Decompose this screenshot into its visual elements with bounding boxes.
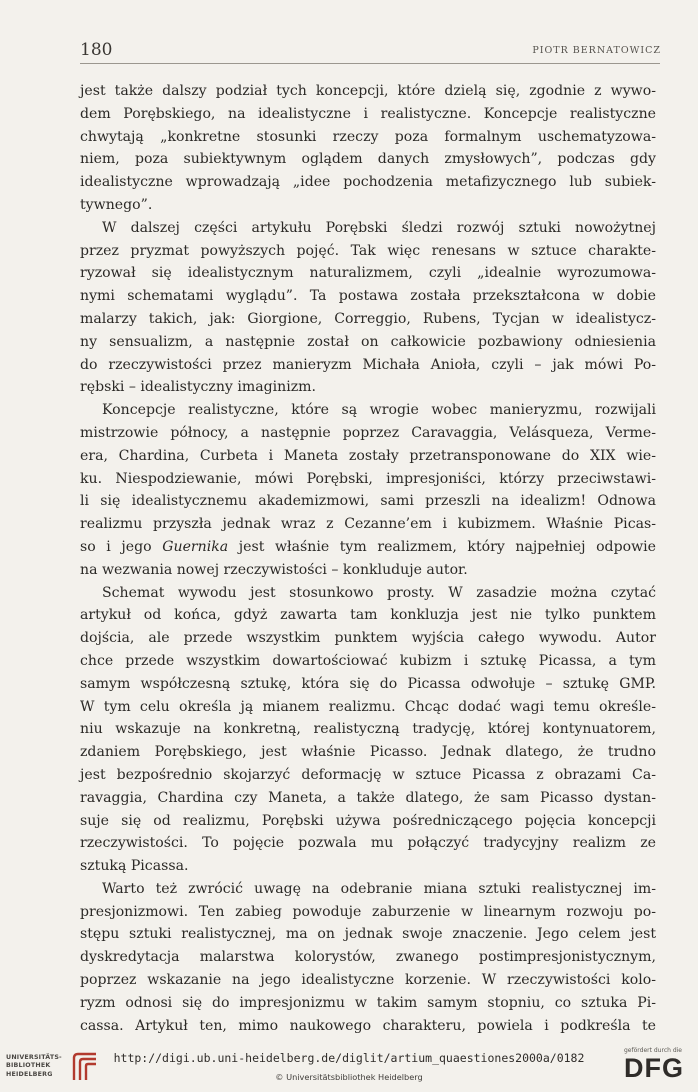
text-line: chce przede wszystkim dowartościować kubizm i sztukę Picassa, a tym [80, 652, 656, 669]
body-text [80, 80, 656, 1037]
text-line: ryzował się idealistycznym naturalizmem, czyli „idealnie wyrozumowa- [80, 265, 656, 282]
text-line: do rzeczywistości przez manieryzm Michała Anioła, czyli – jak mówi Po- [80, 356, 656, 373]
footer [0, 1041, 698, 1092]
text-line: Schemat wywodu jest stosunkowo prosty. W zasadzie można czytać [102, 584, 656, 601]
text-line: dojścia, ale przede wszystkim punktem wyjścia całego wywodu. Autor [80, 630, 656, 647]
text-line: dem Porębskiego, na idealistyczne i realistyczne. Koncepcje realistyczne [80, 105, 656, 122]
text-line: ku. Niespodziewanie, mówi Porębski, impresjoniści, którzy przeciwstawi- [80, 470, 656, 487]
text-line: dyskredytacja malarstwa kolorystów, zwanego postimpresjonistycznym, [80, 949, 656, 966]
text-line: ryzm odnosi się do impresjonizmu w takim samym stopniu, co sztuka Pi- [80, 994, 656, 1011]
dfg-logo: DFG [624, 1053, 684, 1083]
text-line: li się idealistycznemu akademizmowi, sami przeszli na idealizm! Odnowa [80, 493, 656, 510]
text-line: suje się od realizmu, Porębski używa pośredniczącego pojęcia koncepcji [80, 812, 656, 829]
text-line: przez pryzmat powyższych pojęć. Tak więc renesans w sztuce charakte- [80, 242, 656, 259]
text-line: idealistyczne wprowadzają „idee pochodzenia metafizycznego lub subiek- [80, 174, 656, 191]
text-line: Warto też zwrócić uwagę na odebranie miana sztuki realistycznej im- [102, 880, 656, 897]
text-line: Koncepcje realistyczne, które są wrogie wobec manieryzmu, rozwijali [102, 402, 656, 419]
source-url-link[interactable]: http://digi.ub.uni-heidelberg.de/diglit/artium_quaestiones2000a/0182 [113, 1051, 585, 1065]
text-run: jest właśnie tym realizmem, który najpełniej odpowie [228, 538, 656, 555]
text-line: cassa. Artykuł ten, mimo naukowego charakteru, powiela i podkreśla te [80, 1017, 656, 1034]
text-line: samym współczesną sztukę, która się do Picassa odwołuje – sztukę GMP. [80, 675, 656, 692]
text-line: na wezwania nowej rzeczywistości – konkluduje autor. [80, 561, 468, 578]
text-line: era, Chardina, Curbeta i Maneta zostały przetransponowane do XIX wie- [80, 447, 656, 464]
library-name-line: UNIVERSITÄTS- [6, 1054, 62, 1061]
text-line: niu wskazuje na konkretną, realistyczną tradycję, której kontynuatorem, [80, 721, 656, 738]
text-line: jest także dalszy podział tych koncepcji, które dzielą się, zgodnie z wywo- [80, 83, 656, 99]
text-line: rzeczywistości. To pojęcie pozwala mu połączyć tradycyjny realizm ze [80, 835, 656, 852]
library-name-line: HEIDELBERG [6, 1070, 53, 1078]
funding-label: gefördert durch die [624, 1047, 682, 1054]
library-name-line: BIBLIOTHEK [6, 1062, 51, 1070]
text-line: realizmu przyszła jednak wraz z Cezanne’em i kubizmem. Właśnie Picas- [80, 516, 656, 533]
text-line: malarzy takich, jak: Giorgione, Correggio, Rubens, Tycjan w idealistycz- [80, 310, 656, 327]
text-run: so i jego [80, 538, 163, 555]
text-line: W tym celu określa ją mianem realizmu. Chcąc dodać wagi temu określe- [80, 698, 656, 715]
text-line: jest bezpośrednio skojarzyć deformację w sztuce Picassa z obrazami Ca- [80, 766, 656, 783]
text-line: chwytają „konkretne stosunki rzeczy poza formalnym uschematyzowa- [80, 128, 656, 145]
copyright-notice: © Universitätsbibliothek Heidelberg [275, 1072, 423, 1082]
text-line: ny sensualizm, a następnie został on całkowicie pozbawiony odniesienia [80, 333, 656, 350]
text-line: sztuką Picassa. [80, 858, 189, 875]
text-line: presjonizmowi. Ten zabieg powoduje zaburzenie w linearnym rozwoju po- [80, 903, 656, 920]
text-line: niem, poza subiektywnym oglądem danych zmysłowych”, podczas gdy [80, 151, 656, 168]
text-line: W dalszej części artykułu Porębski śledzi rozwój sztuki nowożytnej [102, 219, 656, 236]
text-line: tywnego”. [80, 196, 153, 213]
text-line: ravaggia, Chardina czy Maneta, a także dlatego, że sam Picasso dystan- [80, 789, 656, 806]
page-number: 180 [80, 40, 113, 60]
text-line: zdaniem Porębskiego, jest właśnie Picasso. Jednak dlatego, że trudno [80, 744, 656, 761]
running-head: PIOTR BERNATOWICZ [532, 45, 661, 56]
text-line: artykuł od końca, gdyż zawarta tam konkluzja jest nie tylko punktem [80, 607, 656, 624]
text-line: mistrzowie północy, a następnie poprzez Caravaggia, Velásqueza, Verme- [80, 424, 656, 441]
text-line: rębski – idealistyczny imaginizm. [80, 379, 317, 396]
text-line: stępu sztuki realistycznej, ma on jednak swoje znaczenie. Jego celem jest [80, 926, 656, 943]
italic-title: Guernika [162, 538, 229, 555]
text-line: poprzez wskazanie na jego idealistyczne korzenie. W rzeczywistości kolo- [80, 972, 656, 989]
text-line: nymi schematami wyglądu”. Ta postawa została przekształcona w dobie [80, 288, 656, 305]
header-rule [80, 63, 660, 64]
text-line [80, 536, 656, 559]
